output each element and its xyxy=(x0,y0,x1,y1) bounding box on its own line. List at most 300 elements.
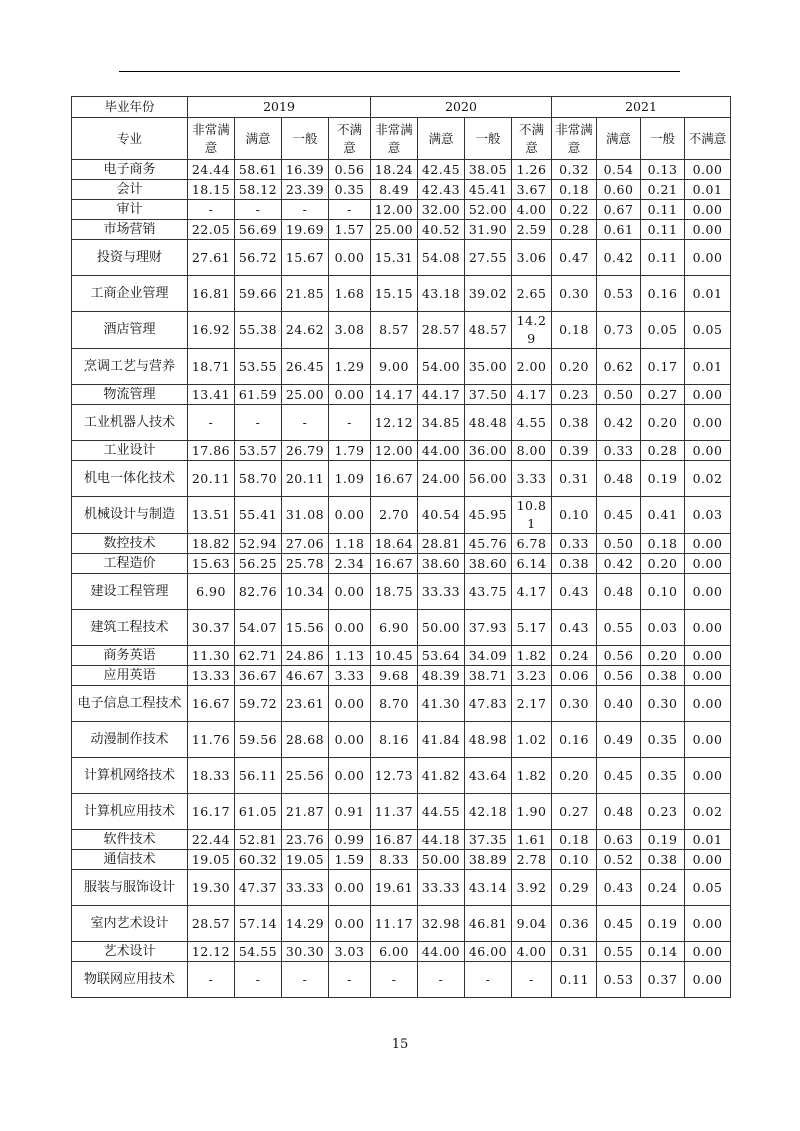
table-row xyxy=(72,200,731,220)
value-cell: 2.70 xyxy=(371,497,418,534)
value-cell: 56.11 xyxy=(235,758,282,794)
value-cell: 0.00 xyxy=(329,906,371,942)
value-cell: 34.85 xyxy=(418,405,465,441)
value-cell: 0.01 xyxy=(685,830,731,850)
value-cell: 22.05 xyxy=(188,220,235,240)
value-cell: 0.50 xyxy=(597,534,641,554)
major-cell: 工业设计 xyxy=(72,441,188,461)
value-cell: 33.33 xyxy=(418,574,465,610)
value-cell: 18.64 xyxy=(371,534,418,554)
table-row xyxy=(72,646,731,666)
value-cell: 54.55 xyxy=(235,942,282,962)
value-cell: 0.00 xyxy=(329,385,371,405)
table-row xyxy=(72,906,731,942)
value-cell: 2.59 xyxy=(512,220,552,240)
value-cell: 6.90 xyxy=(371,610,418,646)
value-cell: 46.81 xyxy=(465,906,512,942)
value-cell: 0.43 xyxy=(597,870,641,906)
value-cell: 0.45 xyxy=(597,906,641,942)
table-row xyxy=(72,686,731,722)
value-cell: 0.00 xyxy=(685,610,731,646)
value-cell: - xyxy=(418,962,465,998)
value-cell: 40.54 xyxy=(418,497,465,534)
major-cell: 电子信息工程技术 xyxy=(72,686,188,722)
value-cell: 10.45 xyxy=(371,646,418,666)
value-cell: 41.84 xyxy=(418,722,465,758)
value-cell: 8.70 xyxy=(371,686,418,722)
value-cell: 37.50 xyxy=(465,385,512,405)
value-cell: 6.90 xyxy=(188,574,235,610)
value-cell: 53.55 xyxy=(235,349,282,385)
value-cell: 0.29 xyxy=(552,870,597,906)
value-cell: 0.00 xyxy=(329,758,371,794)
value-cell: 12.12 xyxy=(188,942,235,962)
value-cell: 0.03 xyxy=(685,497,731,534)
value-cell: 16.67 xyxy=(371,461,418,497)
value-cell: 25.00 xyxy=(371,220,418,240)
value-cell: 0.00 xyxy=(685,942,731,962)
value-cell: 0.27 xyxy=(552,794,597,830)
value-cell: 59.66 xyxy=(235,276,282,312)
major-cell: 工程造价 xyxy=(72,554,188,574)
value-cell: 4.17 xyxy=(512,574,552,610)
value-cell: 0.00 xyxy=(329,610,371,646)
value-cell: 0.00 xyxy=(685,441,731,461)
value-cell: 0.19 xyxy=(641,906,685,942)
value-cell: 16.92 xyxy=(188,312,235,349)
value-cell: 55.38 xyxy=(235,312,282,349)
value-cell: 0.17 xyxy=(641,349,685,385)
major-cell: 室内艺术设计 xyxy=(72,906,188,942)
value-cell: 0.56 xyxy=(597,666,641,686)
value-cell: - xyxy=(282,405,329,441)
value-cell: 18.15 xyxy=(188,180,235,200)
satisfaction-table xyxy=(71,96,731,998)
value-cell: 21.87 xyxy=(282,794,329,830)
value-cell: 0.20 xyxy=(552,758,597,794)
value-cell: 8.33 xyxy=(371,850,418,870)
value-cell: 32.00 xyxy=(418,200,465,220)
major-cell: 会计 xyxy=(72,180,188,200)
year-2020-header: 2020 xyxy=(371,97,552,118)
value-cell: 48.98 xyxy=(465,722,512,758)
value-cell: 0.14 xyxy=(641,942,685,962)
value-cell: 24.44 xyxy=(188,160,235,180)
value-cell: 16.67 xyxy=(371,554,418,574)
year-2019-header: 2019 xyxy=(188,97,371,118)
value-cell: 4.00 xyxy=(512,200,552,220)
value-cell: 5.17 xyxy=(512,610,552,646)
value-cell: 18.33 xyxy=(188,758,235,794)
value-cell: 56.00 xyxy=(465,461,512,497)
value-cell: 42.18 xyxy=(465,794,512,830)
value-cell: 16.87 xyxy=(371,830,418,850)
major-cell: 软件技术 xyxy=(72,830,188,850)
value-cell: 0.02 xyxy=(685,794,731,830)
value-cell: 0.60 xyxy=(597,180,641,200)
value-cell: 0.41 xyxy=(641,497,685,534)
year-2021-header: 2021 xyxy=(552,97,731,118)
major-cell: 酒店管理 xyxy=(72,312,188,349)
value-cell: 0.42 xyxy=(597,405,641,441)
value-cell: 0.00 xyxy=(685,534,731,554)
major-cell: 工商企业管理 xyxy=(72,276,188,312)
value-cell: 28.57 xyxy=(418,312,465,349)
value-cell: 0.05 xyxy=(641,312,685,349)
value-cell: 11.17 xyxy=(371,906,418,942)
value-cell: 0.61 xyxy=(597,220,641,240)
value-cell: 0.01 xyxy=(685,180,731,200)
value-cell: 0.01 xyxy=(685,349,731,385)
subheader-cell: 不满意 xyxy=(685,118,731,160)
value-cell: 45.95 xyxy=(465,497,512,534)
value-cell: 0.37 xyxy=(641,962,685,998)
value-cell: 0.23 xyxy=(641,794,685,830)
value-cell: 14.17 xyxy=(371,385,418,405)
value-cell: 61.05 xyxy=(235,794,282,830)
value-cell: 0.06 xyxy=(552,666,597,686)
value-cell: - xyxy=(282,962,329,998)
major-cell: 应用英语 xyxy=(72,666,188,686)
major-cell: 市场营销 xyxy=(72,220,188,240)
value-cell: 0.00 xyxy=(685,962,731,998)
value-cell: 18.24 xyxy=(371,160,418,180)
major-cell: 建筑工程技术 xyxy=(72,610,188,646)
value-cell: 10.34 xyxy=(282,574,329,610)
table-row xyxy=(72,554,731,574)
value-cell: 3.33 xyxy=(329,666,371,686)
value-cell: 0.63 xyxy=(597,830,641,850)
value-cell: 0.38 xyxy=(552,554,597,574)
value-cell: 38.60 xyxy=(465,554,512,574)
value-cell: 54.08 xyxy=(418,240,465,276)
value-cell: 0.38 xyxy=(641,850,685,870)
value-cell: 15.56 xyxy=(282,610,329,646)
value-cell: 19.69 xyxy=(282,220,329,240)
table-row xyxy=(72,870,731,906)
value-cell: 42.43 xyxy=(418,180,465,200)
value-cell: 0.42 xyxy=(597,554,641,574)
table-row xyxy=(72,180,731,200)
value-cell: 44.17 xyxy=(418,385,465,405)
subheader-cell: 非常满意 xyxy=(552,118,597,160)
value-cell: 82.76 xyxy=(235,574,282,610)
value-cell: 18.75 xyxy=(371,574,418,610)
value-cell: - xyxy=(188,200,235,220)
value-cell: - xyxy=(465,962,512,998)
value-cell: 30.37 xyxy=(188,610,235,646)
subheader-cell: 不满意 xyxy=(512,118,552,160)
value-cell: 61.59 xyxy=(235,385,282,405)
value-cell: 34.09 xyxy=(465,646,512,666)
value-cell: 6.00 xyxy=(371,942,418,962)
value-cell: 0.18 xyxy=(641,534,685,554)
value-cell: 11.30 xyxy=(188,646,235,666)
value-cell: 23.39 xyxy=(282,180,329,200)
value-cell: 16.67 xyxy=(188,686,235,722)
subheader-cell: 一般 xyxy=(282,118,329,160)
table-row xyxy=(72,220,731,240)
value-cell: 24.86 xyxy=(282,646,329,666)
subheader-cell: 一般 xyxy=(465,118,512,160)
value-cell: 0.47 xyxy=(552,240,597,276)
value-cell: 0.39 xyxy=(552,441,597,461)
value-cell: 1.68 xyxy=(329,276,371,312)
value-cell: 59.72 xyxy=(235,686,282,722)
value-cell: 43.18 xyxy=(418,276,465,312)
value-cell: 0.28 xyxy=(641,441,685,461)
value-cell: 0.22 xyxy=(552,200,597,220)
major-cell: 通信技术 xyxy=(72,850,188,870)
value-cell: 0.16 xyxy=(641,276,685,312)
value-cell: 44.00 xyxy=(418,942,465,962)
value-cell: 8.57 xyxy=(371,312,418,349)
value-cell: 56.69 xyxy=(235,220,282,240)
value-cell: 0.31 xyxy=(552,461,597,497)
value-cell: 21.85 xyxy=(282,276,329,312)
value-cell: 47.83 xyxy=(465,686,512,722)
value-cell: 0.48 xyxy=(597,574,641,610)
value-cell: 9.04 xyxy=(512,906,552,942)
value-cell: 0.62 xyxy=(597,349,641,385)
page-number: 15 xyxy=(391,1037,409,1052)
value-cell: 19.05 xyxy=(188,850,235,870)
value-cell: 60.32 xyxy=(235,850,282,870)
value-cell: 0.56 xyxy=(597,646,641,666)
value-cell: 0.00 xyxy=(685,850,731,870)
value-cell: 0.13 xyxy=(641,160,685,180)
table-row xyxy=(72,385,731,405)
value-cell: 0.20 xyxy=(641,405,685,441)
value-cell: 1.09 xyxy=(329,461,371,497)
value-cell: - xyxy=(329,405,371,441)
major-cell: 审计 xyxy=(72,200,188,220)
value-cell: 0.00 xyxy=(685,240,731,276)
value-cell: 48.39 xyxy=(418,666,465,686)
value-cell: 0.23 xyxy=(552,385,597,405)
value-cell: 15.31 xyxy=(371,240,418,276)
subheader-cell: 满意 xyxy=(418,118,465,160)
value-cell: 0.00 xyxy=(685,646,731,666)
table-row xyxy=(72,405,731,441)
value-cell: 26.79 xyxy=(282,441,329,461)
value-cell: 0.36 xyxy=(552,906,597,942)
value-cell: 0.11 xyxy=(641,200,685,220)
value-cell: 0.50 xyxy=(597,385,641,405)
table-row xyxy=(72,794,731,830)
value-cell: 0.48 xyxy=(597,461,641,497)
value-cell: 0.55 xyxy=(597,610,641,646)
value-cell: 0.00 xyxy=(685,405,731,441)
value-cell: 13.41 xyxy=(188,385,235,405)
value-cell: 1.13 xyxy=(329,646,371,666)
value-cell: 0.20 xyxy=(552,349,597,385)
value-cell: 32.98 xyxy=(418,906,465,942)
value-cell: - xyxy=(512,962,552,998)
value-cell: 0.30 xyxy=(641,686,685,722)
value-cell: 2.00 xyxy=(512,349,552,385)
value-cell: 46.67 xyxy=(282,666,329,686)
value-cell: 16.39 xyxy=(282,160,329,180)
value-cell: 2.34 xyxy=(329,554,371,574)
table-row xyxy=(72,497,731,534)
value-cell: 55.41 xyxy=(235,497,282,534)
value-cell: 0.91 xyxy=(329,794,371,830)
value-cell: - xyxy=(282,200,329,220)
table-row xyxy=(72,850,731,870)
value-cell: 0.33 xyxy=(597,441,641,461)
value-cell: 0.02 xyxy=(685,461,731,497)
value-cell: 14.29 xyxy=(512,312,552,349)
value-cell: 0.40 xyxy=(597,686,641,722)
value-cell: 0.00 xyxy=(685,554,731,574)
table-row xyxy=(72,461,731,497)
table-row xyxy=(72,574,731,610)
value-cell: 0.18 xyxy=(552,830,597,850)
value-cell: 0.05 xyxy=(685,870,731,906)
value-cell: 0.28 xyxy=(552,220,597,240)
value-cell: 1.61 xyxy=(512,830,552,850)
major-cell: 数控技术 xyxy=(72,534,188,554)
value-cell: 8.49 xyxy=(371,180,418,200)
value-cell: 6.14 xyxy=(512,554,552,574)
value-cell: 54.00 xyxy=(418,349,465,385)
value-cell: 52.00 xyxy=(465,200,512,220)
value-cell: 0.11 xyxy=(641,240,685,276)
value-cell: 43.14 xyxy=(465,870,512,906)
major-cell: 商务英语 xyxy=(72,646,188,666)
value-cell: 0.52 xyxy=(597,850,641,870)
value-cell: 53.57 xyxy=(235,441,282,461)
subheader-cell: 满意 xyxy=(597,118,641,160)
value-cell: 0.00 xyxy=(329,722,371,758)
value-cell: 41.82 xyxy=(418,758,465,794)
table-row xyxy=(72,830,731,850)
value-cell: 0.10 xyxy=(552,850,597,870)
value-cell: 38.60 xyxy=(418,554,465,574)
value-cell: 50.00 xyxy=(418,610,465,646)
value-cell: 0.31 xyxy=(552,942,597,962)
value-cell: 0.35 xyxy=(641,722,685,758)
value-cell: 25.56 xyxy=(282,758,329,794)
value-cell: 2.78 xyxy=(512,850,552,870)
major-cell: 动漫制作技术 xyxy=(72,722,188,758)
value-cell: 47.37 xyxy=(235,870,282,906)
value-cell: 6.78 xyxy=(512,534,552,554)
value-cell: 1.90 xyxy=(512,794,552,830)
value-cell: 45.76 xyxy=(465,534,512,554)
value-cell: 44.18 xyxy=(418,830,465,850)
value-cell: 1.82 xyxy=(512,646,552,666)
value-cell: 4.00 xyxy=(512,942,552,962)
table-row xyxy=(72,276,731,312)
value-cell: 37.93 xyxy=(465,610,512,646)
value-cell: 23.61 xyxy=(282,686,329,722)
value-cell: 9.68 xyxy=(371,666,418,686)
value-cell: 15.67 xyxy=(282,240,329,276)
major-cell: 艺术设计 xyxy=(72,942,188,962)
value-cell: 0.99 xyxy=(329,830,371,850)
major-cell: 烹调工艺与营养 xyxy=(72,349,188,385)
value-cell: 52.94 xyxy=(235,534,282,554)
table-row xyxy=(72,758,731,794)
value-cell: 3.06 xyxy=(512,240,552,276)
value-cell: 53.64 xyxy=(418,646,465,666)
major-cell: 物联网应用技术 xyxy=(72,962,188,998)
value-cell: 33.33 xyxy=(282,870,329,906)
value-cell: 0.21 xyxy=(641,180,685,200)
subheader-row xyxy=(72,118,731,160)
value-cell: 24.62 xyxy=(282,312,329,349)
value-cell: 4.17 xyxy=(512,385,552,405)
value-cell: 16.17 xyxy=(188,794,235,830)
value-cell: 0.24 xyxy=(641,870,685,906)
major-cell: 工业机器人技术 xyxy=(72,405,188,441)
value-cell: 0.30 xyxy=(552,686,597,722)
subheader-cell: 不满意 xyxy=(329,118,371,160)
value-cell: 0.00 xyxy=(329,240,371,276)
major-cell: 电子商务 xyxy=(72,160,188,180)
subheader-cell: 非常满意 xyxy=(188,118,235,160)
value-cell: 28.68 xyxy=(282,722,329,758)
value-cell: 3.92 xyxy=(512,870,552,906)
value-cell: 3.08 xyxy=(329,312,371,349)
value-cell: 0.00 xyxy=(685,220,731,240)
value-cell: 48.48 xyxy=(465,405,512,441)
value-cell: 12.12 xyxy=(371,405,418,441)
value-cell: 26.45 xyxy=(282,349,329,385)
value-cell: - xyxy=(329,962,371,998)
value-cell: 0.01 xyxy=(685,276,731,312)
value-cell: 44.00 xyxy=(418,441,465,461)
value-cell: 1.29 xyxy=(329,349,371,385)
value-cell: 58.61 xyxy=(235,160,282,180)
value-cell: 0.00 xyxy=(329,497,371,534)
value-cell: 0.33 xyxy=(552,534,597,554)
value-cell: 0.00 xyxy=(685,906,731,942)
value-cell: 31.90 xyxy=(465,220,512,240)
value-cell: 0.00 xyxy=(329,574,371,610)
value-cell: 0.32 xyxy=(552,160,597,180)
value-cell: 2.65 xyxy=(512,276,552,312)
value-cell: 46.00 xyxy=(465,942,512,962)
value-cell: 41.30 xyxy=(418,686,465,722)
value-cell: 1.18 xyxy=(329,534,371,554)
value-cell: 18.82 xyxy=(188,534,235,554)
value-cell: 12.73 xyxy=(371,758,418,794)
value-cell: 0.19 xyxy=(641,461,685,497)
value-cell: 0.00 xyxy=(685,200,731,220)
value-cell: 16.81 xyxy=(188,276,235,312)
value-cell: 0.67 xyxy=(597,200,641,220)
major-cell: 机电一体化技术 xyxy=(72,461,188,497)
value-cell: 22.44 xyxy=(188,830,235,850)
value-cell: 38.89 xyxy=(465,850,512,870)
value-cell: - xyxy=(235,962,282,998)
value-cell: 0.20 xyxy=(641,554,685,574)
value-cell: 15.63 xyxy=(188,554,235,574)
value-cell: 14.29 xyxy=(282,906,329,942)
value-cell: 57.14 xyxy=(235,906,282,942)
value-cell: 19.61 xyxy=(371,870,418,906)
value-cell: - xyxy=(329,200,371,220)
value-cell: 0.24 xyxy=(552,646,597,666)
value-cell: 0.53 xyxy=(597,276,641,312)
value-cell: 48.57 xyxy=(465,312,512,349)
value-cell: 43.64 xyxy=(465,758,512,794)
value-cell: - xyxy=(371,962,418,998)
major-cell: 计算机网络技术 xyxy=(72,758,188,794)
